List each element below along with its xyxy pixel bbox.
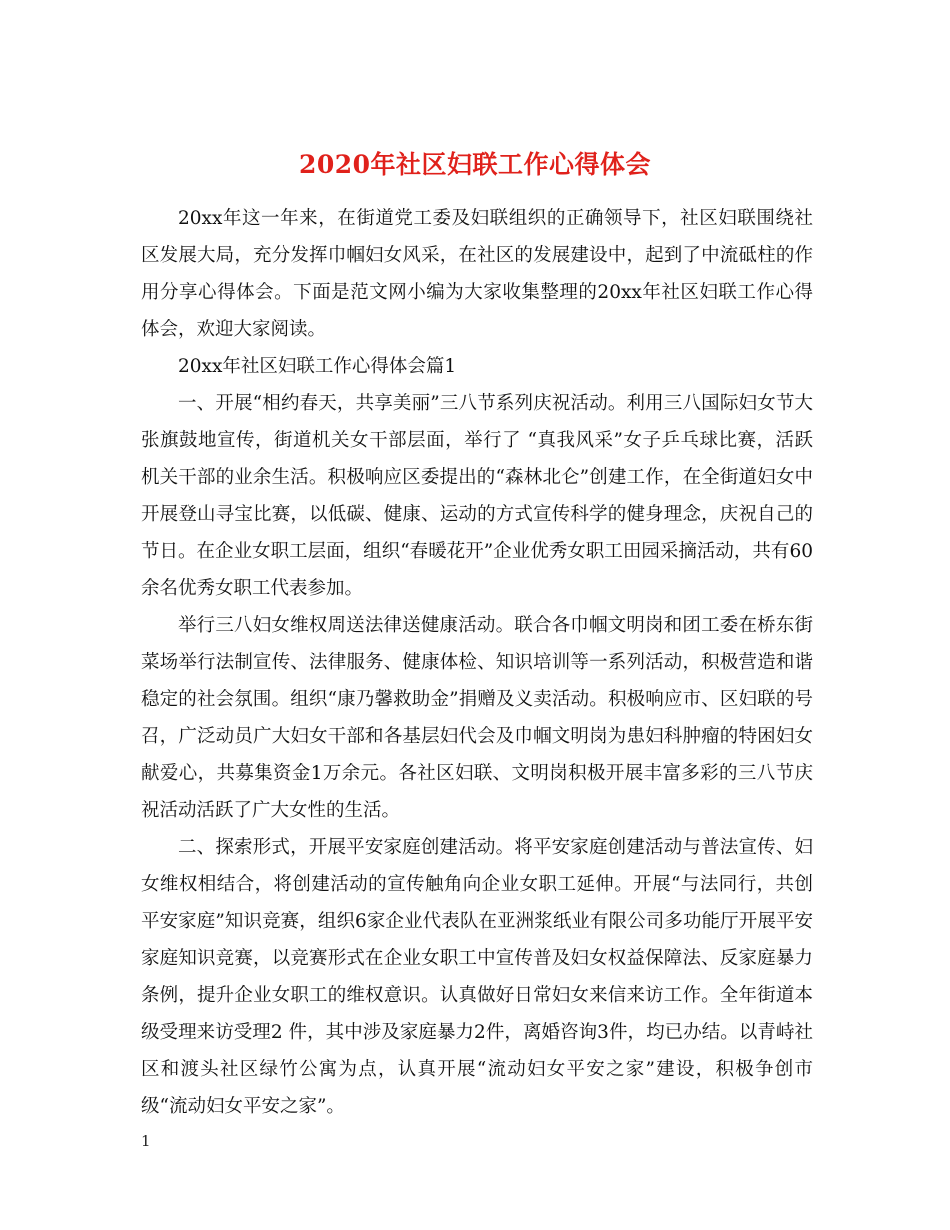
body-paragraph: 二、探索形式，开展平安家庭创建活动。将平安家庭创建活动与普法宣传、妇女维权相结合，将创建活动的宣传触角向企业女职工延伸。开展“与法同行，共创平安家庭”知识竞赛，组织6家企业代表队在亚洲浆纸业有限公司多功能厅开展平安家庭知识竞赛，以竞赛形式在企业女职工中宣传普及妇女权益保障法、反家庭暴力条例，提升企业女职工的维权意识。认真做好日常妇女来信来访工作。全年街道本级受理来访受理2 件，其中涉及家庭暴力2件，离婚咨询3件，均已办结。以青峙社区和渡头社区绿竹公寓为点，认真开展“流动妇女平安之家”建设，积极争创市级“流动妇女平安之家”。 <box>141 837 813 1117</box>
document-body <box>141 200 813 1125</box>
body-paragraph: 举行三八妇女维权周送法律送健康活动。联合各巾帼文明岗和团工委在桥东街菜场举行法制宣传、法律服务、健康体检、知识培训等一系列活动，积极营造和谐稳定的社会氛围。组织“康乃馨救助金”捐赠及义卖活动。积极响应市、区妇联的号召，广泛动员广大妇女干部和各基层妇代会及巾帼文明岗为患妇科肿瘤的特困妇女献爱心，共募集资金1万余元。各社区妇联、文明岗积极开展丰富多彩的三八节庆祝活动活跃了广大女性的生活。 <box>141 615 813 821</box>
body-paragraph: 一、开展“相约春天，共享美丽”三八节系列庆祝活动。利用三八国际妇女节大张旗鼓地宣传，街道机关女干部层面，举行了 “真我风采”女子乒乓球比赛，活跃机关干部的业余生活。积极响应区委提出的“森林北仑”创建工作，在全街道妇女中开展登山寻宝比赛，以低碳、健康、运动的方式宣传科学的健身理念，庆祝自己的节日。在企业女职工层面，组织“春暖花开”企业优秀女职工田园采摘活动，共有60余名优秀女职工代表参加。 <box>141 393 813 599</box>
page-number: 1 <box>141 1132 151 1150</box>
document-title: 2020年社区妇联工作心得体会 <box>298 149 652 179</box>
section-heading: 20xx年社区妇联工作心得体会篇1 <box>178 356 457 377</box>
intro-paragraph: 20xx年这一年来，在街道党工委及妇联组织的正确领导下，社区妇联围绕社区发展大局，充分发挥巾帼妇女风采，在社区的发展建设中，起到了中流砥柱的作用分享心得体会。下面是范文网小编为大家收集整理的20xx年社区妇联工作心得体会，欢迎大家阅读。 <box>141 208 813 340</box>
